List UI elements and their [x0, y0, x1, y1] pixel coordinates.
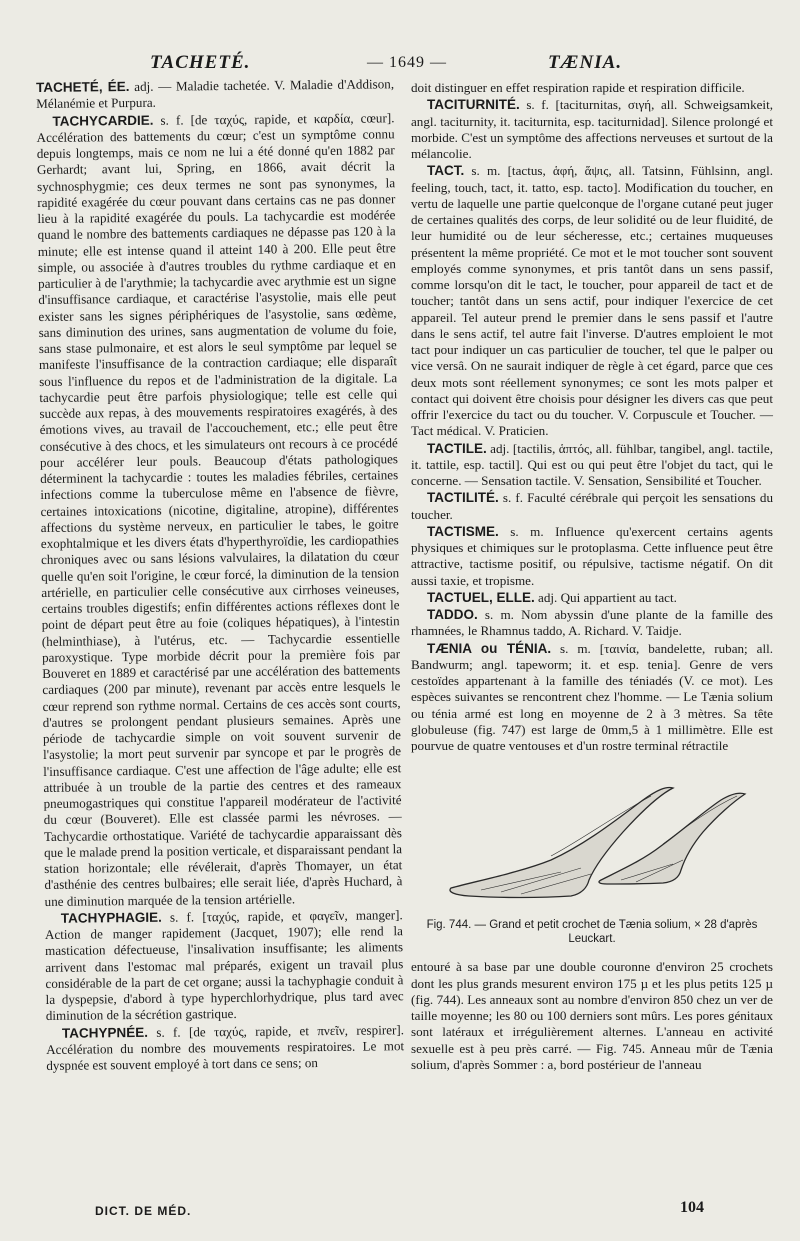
entry-text: s. f. [taciturnitas, σιγή, all. Schweigsamkeit, angl. taciturnity, it. taciturnita, esp. taciturnidad]. Silence prolongé et morbide. C'est un symptôme des affections nerveuses et surtout de la mélancolie.: [411, 97, 773, 161]
headword: TACTILE.: [427, 440, 487, 456]
entry-continuation: [411, 80, 773, 96]
entry-text: s. m. Influence qu'exercent certains agents physiques et chimiques sur le protoplasma. Cette influence peut être attractive, tactisme positif, ou répulsive, tactisme négatif. On dit aussi taxie, et tropisme.: [411, 523, 773, 588]
entry-tact: [411, 163, 773, 439]
figure-744: [411, 760, 773, 955]
headword: TACTUEL, ELLE.: [427, 589, 535, 605]
left-column: [36, 76, 404, 1075]
page-number-header: — 1649 —: [367, 54, 447, 71]
taenia-hooks-illustration: [411, 760, 773, 918]
headword: TADDO.: [427, 607, 478, 622]
headword: TACTILITÉ.: [427, 490, 499, 506]
headword: TACHYPHAGIE.: [60, 909, 162, 926]
entry-text: s. f. [de ταχύς, rapide, et πνεῖν, respirer]. Accélération du nombre des mouvements respiratoires. Le mot dyspnée est souvent employé à tort dans ce sens; on: [46, 1021, 405, 1073]
entry-tactuel: [411, 590, 773, 606]
headword: TACHETÉ, ÉE.: [36, 79, 130, 95]
entry-tactilite: [411, 490, 773, 523]
headword: TACT.: [427, 163, 465, 179]
headword: TACHYCARDIE.: [52, 112, 154, 129]
headword: TACITURNITÉ.: [427, 97, 520, 113]
footer-sheet-number: 104: [680, 1199, 704, 1216]
entry-text: s. m. [tactus, ἁφή, ἅψις, all. Tatsinn, Fühlsinn, angl. feeling, touch, tact, it. tatto, esp. tacto]. Modification du toucher, en vertu de laquelle une partie quelconque de l'organe cutané peut juger de certaines qualités des corps, de leur solidité ou de leur fluidité, de leur humidité ou de leur sécheresse, etc.; certaines muqueuses présentent la même propriété. Ce mot et le mot toucher sont souvent employés comme synonymes, et pris tantôt dans un sens passif, comme lorsqu'on dit le tact, le toucher, pour appareil de tact et de toucher; tantôt dans un sens actif, pour indiquer l'exercice de cet appareil. Tel auteur prend le premier dans le sens passif et l'autre dans le sens actif, tel autre fait l'inverse. D'autres emploient le mot tact pour indiquer un cas particulier de toucher, tel que le palper ou vice versâ. On ne saurait indiquer de règle à cet égard, parce que ces deux mots sont réellement synonymes; ce sont les mots palper et contact qui doivent être choisis pour désigner les divers cas que peut offrir l'exercice du tact ou du toucher. V. Corpuscule et Toucher. — Tact médical. V. Praticien.: [411, 163, 773, 439]
headword: TACTISME.: [427, 523, 499, 539]
running-head: [0, 48, 800, 76]
entry-text: s. f. Faculté cérébrale qui perçoit les sensations du toucher.: [411, 490, 773, 522]
entry-tachycardie: [36, 110, 402, 910]
headword: TACHYPNÉE.: [61, 1024, 149, 1041]
entry-text: doit distinguer en effet respiration rapide et respiration difficile.: [411, 80, 745, 95]
entry-tactisme: [411, 524, 773, 589]
entry-tactile: [411, 441, 773, 490]
entry-text: adj. — Maladie tachetée. V. Maladie d'Addison, Mélanémie et Purpura.: [36, 76, 395, 112]
right-column: [411, 80, 773, 1074]
entry-taenia: [411, 641, 773, 755]
entry-taddo: [411, 607, 773, 640]
entry-taenia-continued: entouré à sa base par une double couronne d'environ 25 crochets dont les plus grands mesurent environ 175 µ et les plus petits 125 µ (fig. 744). Les anneaux sont au nombre d'environ 850 chez un ver de taille moyenne; les 80 ou 100 derniers sont mûrs. Les pores génitaux sont latéraux et irrégulièrement alternes. L'anneau en activité sexuelle est à peu près carré. — Fig. 745. Anneau mûr de Tænia solium, d'après Sommer : a, bord postérieur de l'anneau: [411, 959, 773, 1072]
headword: TÆNIA ou TÉNIA.: [427, 640, 552, 656]
entry-text: s. f. [de ταχύς, rapide, et καρδία, cœur]. Accélération des battements du cœur; c'est un symptôme connu depuis longtemps, mais ce nom ne lui a été donné qu'en 1882 par Gerhardt; avant lui, Spring, en 1866, avait décrit la sychnosphygmie; ces deux termes ne sont pas synonymes, la rapidité exagérée du cœur pouvant dans certains cas ne pas donner lieu à la rapidité exagérée du pouls. La tachycardie est modérée quand le nombre des battements cardiaques ne dépasse pas 120 à la minute; elle est intense quand il atteint 140 à 200. Elle peut être simple, ou associée à d'autres troubles du rythme cardiaque et en particulier à de l'arythmie; la tachycardie avec arythmie est un signe d'insuffisance cardiaque, et caractérise l'asystolie, mais elle peut exister sans les signes périphériques de l'asystolie, sans œdème, sans diminution des urines, sans augmentation de volume du foie, sans stase pulmonaire, et est alors le seul symptôme par lequel se manifeste l'insuffisance de la contraction cardiaque; elle disparaît sous l'influence du repos et de l'administration de la digitale. La tachycardie peut être parfois physiologique; telle est celle qui succède aux repas, à des mouvements respiratoires exagérés, à des émotions vives, au travail de l'accouchement, etc.; elle peut être consécutive à des chocs, et les simulateurs ont recours à ce procédé pour accélérer leur pouls. Beaucoup d'états pathologiques déterminent la tachycardie : toutes les maladies fébriles, certaines infections comme la tuberculose même en l'absence de fièvre, certaines intoxications (nicotine, digitaline, atropine), différentes affections du système nerveux, en particulier le tabes, le goitre exophtalmique et les divers états d'hyperthyroïdie, les cardiopathies chroniques avec ou sans lésions valvulaires, la dilatation du cœur quelle qu'en soit l'origine, le cœur forcé, la diminution de la tension artérielle, en particulier celle consécutive aux cirrhoses veineuses, certains troubles digestifs; enfin différentes actions réflexes dont le point de départ peut être au foie (coliques hépatiques), à l'intestin (helminthiase), à l'utérus, etc. — Tachycardie essentielle paroxystique. Type morbide décrit pour la première fois par Bouveret en 1889 et caractérisé par une accélération des battements cardiaques (200 par minute), revenant par accès entre lesquels le cœur reprend son rythme normal. Certains de ces accès sont courts, d'autres se prolongent pendant plusieurs semaines. Après une période de tachycardie simple on voit souvent survenir de l'asystolie; la mort peut survenir par syncope et par le progrès de l'insuffisance cardiaque. C'est une affection de l'âge adulte; elle est attribuée à un trouble de la partie des centres et des rameaux pneumogastriques qui constitue l'appareil modérateur de l'activité du cœur (Bouveret). Elle est classée parmi les névroses. — Tachycardie orthostatique. Variété de tachycardie apparaissant dès que le malade prend la position verticale, et disparaissant pendant la station horizontale; elle révélerait, d'après Thomayer, un état d'asthénie des centres bulbaires; elle serait liée, d'après Huchard, à une diminution marquée de la tension artérielle.: [36, 109, 403, 909]
entry-text: adj. Qui appartient au tact.: [534, 589, 677, 605]
entry-taciturnite: [411, 97, 773, 162]
entry-text: s. m. Nom abyssin d'une plante de la famille des rhamnées, le Rhamnus taddo, A. Richard. V. Taidje.: [411, 607, 773, 639]
header-right-word: TÆNIA.: [548, 52, 623, 73]
entry-tachypnee: [46, 1022, 404, 1074]
figure-caption: Fig. 744. — Grand et petit crochet de Tænia solium, × 28 d'après Leuckart.: [426, 919, 758, 946]
small-hook: [599, 794, 745, 885]
footer-signature: DICT. DE MÉD.: [95, 1204, 192, 1218]
entry-tachete: [36, 76, 394, 112]
entry-text: s. m. [ταινία, bandelette, ruban; all. Bandwurm; angl. tapeworm; it. et esp. tenia]. Genre de vers cestoïdes appartenant à la famille des téniadés (V. ce mot). Les espèces suivantes se rencontrent chez l'homme. — Le Tænia solium ou ténia armé est long en moyenne de 2 à 3 mètres. Sa tête globuleuse (fig. 747) est large de 0mm,5 à 1 millimètre. Elle est pourvue de quatre ventouses et d'un rostre terminal rétractile: [411, 640, 773, 753]
header-left-word: TACHETÉ.: [150, 52, 251, 73]
entry-text: s. f. [ταχύς, rapide, et φαγεῖν, manger]. Action de manger rapidement (Jacquet, 1907); elle rend la mastication défectueuse, l'insalivation insuffisante; les aliments arrivent dans l'estomac mal préparés, exigent un travail plus considérable de la part de cet organe; aussi la tachyphagie conduit à la dyspepsie, d'abord à type hyperchlorhydrique, plus tard avec diminution de la sécrétion gastrique.: [44, 906, 404, 1024]
entry-tachyphagie: [45, 907, 404, 1024]
entry-text: adj. [tactilis, ἁπτός, all. fühlbar, tangibel, angl. tactile, it. tattile, esp. tactil]. Qui est ou qui peut être l'objet du tact, qui le concerne. — Sensation tactile. V. Sensation, Sensibilité et Toucher.: [411, 440, 773, 488]
